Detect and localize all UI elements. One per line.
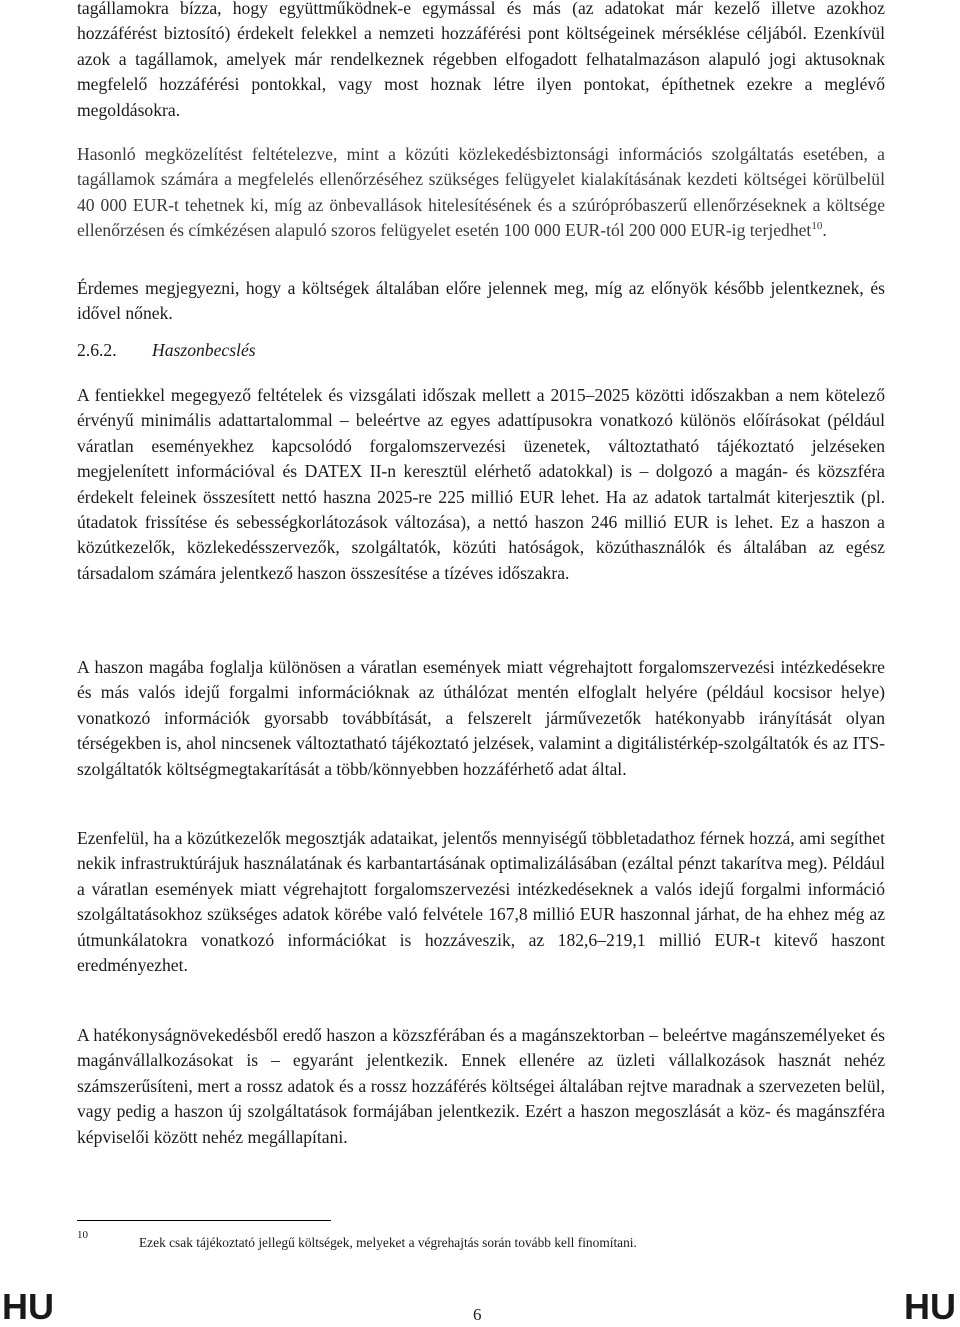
paragraph-intro: tagállamokra bízza, hogy együttműködnek-e egymással és más (az adatokat már kezelő illetve azokhoz hozzáférést biztosító) érdekelt felekkel a nemzeti hozzáférési pont költségeinek mérséklése céljából. Ezenkívül azok a tagállamok, amelyek már rendelkeznek régebben elfogadott felhatalmazáson alapuló jogi aktusoknak megfelelő hozzáférési pontokkal, vagy most hoznak létre ilyen pontokat, építhetnek ezekre a meglévő megoldásokra. (77, 0, 885, 120)
paragraph-end-punct: . (822, 220, 827, 241)
section-heading (77, 338, 256, 363)
paragraph-additional-benefits: Ezenfelül, ha a közútkezelők megosztják adataikat, jelentős mennyiségű többletadathoz férnek hozzá, ami segíthet nekik infrastruktúrájuk használatának és karbantartásának optimalizálásában (ezáltal pénzt takarítva meg). Például a váratlan események miatt végrehajtott forgalomszervezési intézkedéseknek a valós idejű forgalmi információ szolgáltatásokhoz szükséges adatok körébe való felvétele 167,8 millió EUR haszonnal járhat, de ha ehhez még az útmunkálatokra vonatkozó információkat is hozzáveszik, az 182,6–219,1 millió EUR-t kitevő haszont eredményezhet. (77, 828, 885, 976)
paragraph-note: Érdemes megjegyezni, hogy a költségek általában előre jelennek meg, míg az előnyök később jelentkeznek, és idővel nőnek. (77, 278, 885, 324)
section-number: 2.6.2. (77, 340, 117, 360)
paragraph-benefit-estimate: A fentiekkel megegyező feltételek és vizsgálati időszak mellett a 2015–2025 közötti időszakban a nem kötelező érvényű minimális adattartalommal – beleértve az egyes adattípusokra vonatkozó különös előírásokat (például váratlan eseményekhez kapcsolódó forgalomszervezési üzenetek, változtatható tájékoztató jelzéseken megjelenített információval és DATEX II-n keresztül elérhető adatokkal) is – dolgozó a magán- és közszféra érdekelt feleinek összesített nettó haszna 2025-re 225 millió EUR lehet. Ha az adatok tartalmát kiterjesztik (pl. útadatok frissítése és sebességkorlátozások változása), a nettó haszon 246 millió EUR is lehet. Ez a haszon a közútkezelők, közlekedésszervezők, szolgáltatók, közúti hatóságok, közúthasználók és általában az egész társadalom számára jelentkező haszon összesítése a tízéves időszakra. (77, 385, 885, 583)
paragraph-efficiency-gains: A hatékonyságnövekedésből eredő haszon a közszférában és a magánszektorban – beleértve magánszemélyeket és magánvállalkozásokat is – egyaránt jelentkezik. Ennek ellenére az üzleti vállalkozások hasznát nehéz számszerűsíteni, mert a rossz adatok és a rossz hozzáférés költségei általában rejtve maradnak a szervezeten belül, vagy pedig a haszon új szolgáltatások formájában jelentkezik. Ezért a haszon megoszlását a köz- és magánszféra képviselői között nehéz megállapítani. (77, 1025, 885, 1147)
footnote-number: 10 (77, 1229, 88, 1241)
paragraph-cost-estimate (77, 142, 885, 244)
section-title: Haszonbecslés (152, 340, 256, 360)
footnote-text: Ezek csak tájékoztató jellegű költségek, melyeket a végrehajtás során tovább kell finomítani. (139, 1235, 637, 1250)
language-label-left: HU (2, 1286, 54, 1327)
footnote-reference[interactable]: 10 (811, 220, 823, 233)
paragraph-benefit-scope: A haszon magába foglalja különösen a váratlan események miatt végrehajtott forgalomszervezési intézkedésekre és más valós idejű forgalmi információknak az úthálózat mentén elfoglalt helyére (például kocsisor helye) vonatkozó információk gyorsabb továbbítását, a felszerelt járművezetők hatékonyabb irányítását olyan térségekben is, ahol nincsenek változtatható tájékoztató jelzések, valamint a digitálistérkép-szolgáltatók és az ITS-szolgáltatók költségmegtakarítását a több/könnyebben hozzáférhető adat által. (77, 657, 885, 779)
footnote-separator (77, 1220, 331, 1221)
language-label-right: HU (904, 1286, 956, 1327)
page-number: 6 (473, 1305, 482, 1324)
paragraph-cost-estimate-text: Hasonló megközelítést feltételezve, mint a közúti közlekedésbiztonsági információs szolgáltatás esetében, a tagállamok számára a megfelelés ellenőrzéséhez szükséges felügyelet kialakításának kezdeti költségei körülbelül 40 000 EUR-t tehetnek ki, míg az önbevallások hitelesítésének és a szúrópróbaszerű ellenőrzéseknek a költsége ellenőrzésen és címkézésen alapuló szoros felügyelet esetén 100 000 EUR-tól 200 000 EUR-ig terjedhet (77, 144, 885, 241)
